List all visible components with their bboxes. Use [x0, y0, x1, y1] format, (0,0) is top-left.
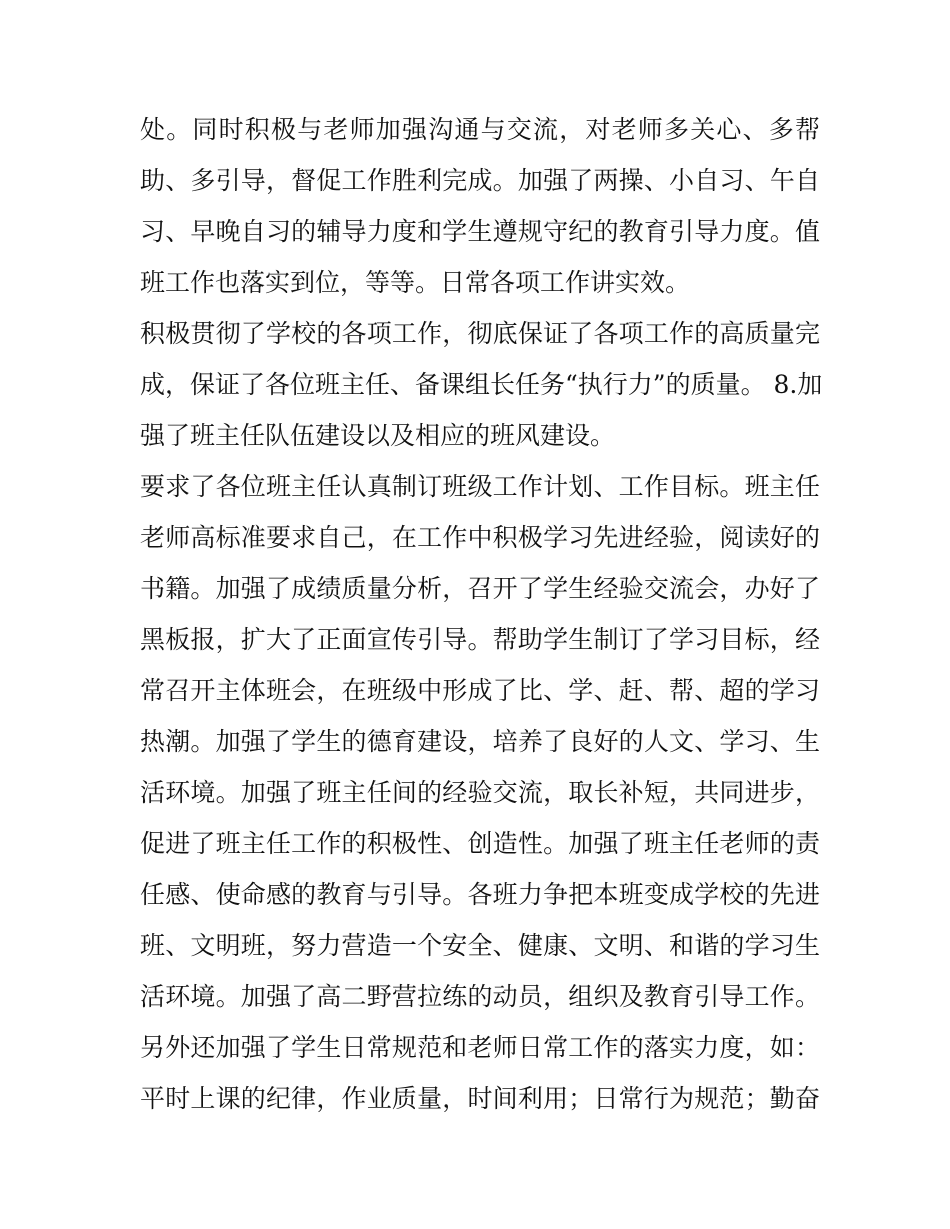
text-line: 处。同时积极与老师加强沟通与交流，对老师多关心、多帮 [140, 115, 820, 144]
text-line: 班、文明班，努力营造一个安全、健康、文明、和谐的学习生 [140, 931, 820, 960]
text-line: 常召开主体班会，在班级中形成了比、学、赶、帮、超的学习 [140, 676, 820, 705]
text-line: 活环境。加强了班主任间的经验交流，取长补短，共同进步， [140, 778, 820, 807]
text-line: 老师高标准要求自己，在工作中积极学习先进经验，阅读好的 [140, 523, 820, 552]
text-line: 书籍。加强了成绩质量分析，召开了学生经验交流会，办好了 [140, 574, 820, 603]
text-line: 平时上课的纪律，作业质量，时间利用；日常行为规范；勤奋 [140, 1084, 820, 1113]
text-line: 助、多引导，督促工作胜利完成。加强了两操、小自习、午自 [140, 166, 820, 195]
text-line: 另外还加强了学生日常规范和老师日常工作的落实力度，如： [140, 1033, 820, 1062]
text-line: 习、早晚自习的辅导力度和学生遵规守纪的教育引导力度。值 [140, 217, 820, 246]
text-line: 积极贯彻了学校的各项工作，彻底保证了各项工作的高质量完 [140, 319, 820, 348]
text-line: 班工作也落实到位，等等。日常各项工作讲实效。 [140, 268, 691, 297]
text-line: 任感、使命感的教育与引导。各班力争把本班变成学校的先进 [140, 880, 820, 909]
text-line: 成，保证了各位班主任、备课组长任务“执行力”的质量。 8.加 [140, 370, 823, 399]
text-line: 活环境。加强了高二野营拉练的动员，组织及教育引导工作。 [140, 982, 820, 1011]
body-text [140, 104, 823, 1124]
text-line: 要求了各位班主任认真制订班级工作计划、工作目标。班主任 [140, 472, 820, 501]
text-line: 热潮。加强了学生的德育建设，培养了良好的人文、学习、生 [140, 727, 820, 756]
text-line: 黑板报，扩大了正面宣传引导。帮助学生制订了学习目标，经 [140, 625, 820, 654]
text-line: 强了班主任队伍建设以及相应的班风建设。 [140, 421, 616, 450]
text-line: 促进了班主任工作的积极性、创造性。加强了班主任老师的责 [140, 829, 820, 858]
